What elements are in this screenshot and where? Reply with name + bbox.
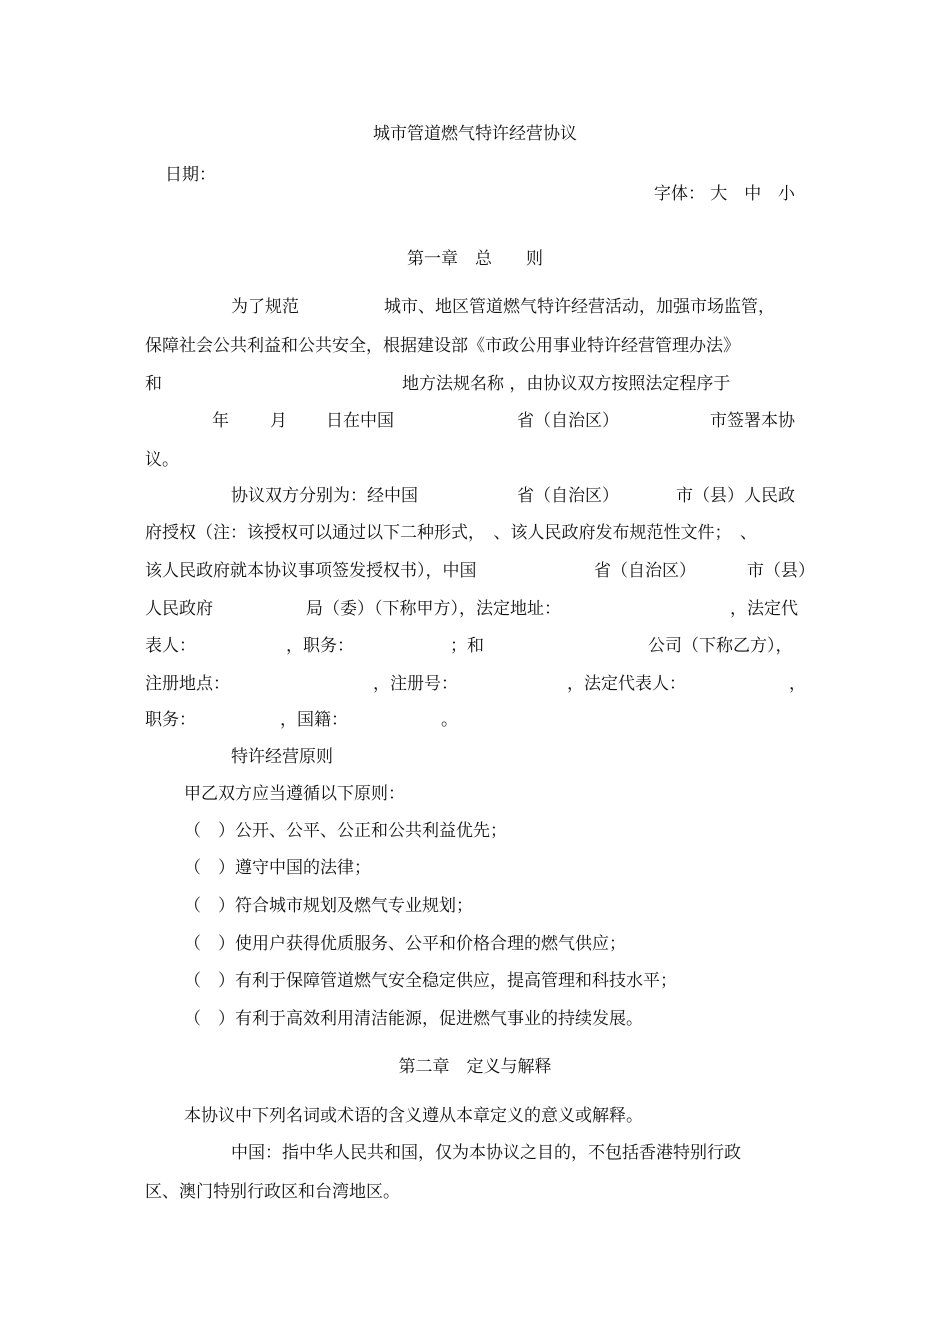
text-line: 省（自治区） [594,561,696,581]
text-line: 市（县）人民政 [676,486,795,506]
text-line: 省（自治区） [517,486,619,506]
text-line: ，职务： [286,636,354,656]
text-line: 保障社会公共利益和公共安全，根据建设部《市政公用事业特许经营管理办法》 [145,336,740,356]
text-line: 和 [145,374,162,394]
font-size-label: 字体： [654,184,705,204]
text-line: 局（委）（下称甲方），法定地址： [306,599,561,619]
text-line: 地方法规名称 ，由协议双方按照法定程序于 [402,374,731,394]
list-item: （ ）使用户获得优质服务、公平和价格合理的燃气供应； [184,934,626,954]
font-size-small-link[interactable]: 小 [778,184,796,204]
text-line: 市签署本协 [710,411,795,431]
text-line: ，注册号： [373,674,458,694]
list-item: （ ）有利于高效利用清洁能源，促进燃气事业的持续发展。 [184,1009,643,1029]
text-line: ， [789,674,806,694]
text-line: 议。 [145,450,179,470]
font-size-selector [654,184,795,204]
font-size-medium-link[interactable]: 中 [744,184,762,204]
text-line: 。 [441,710,458,730]
text-line: 为了规范 [231,297,299,317]
text-line: 省（自治区） [517,411,619,431]
text-line: ，法定代 [730,599,798,619]
definition-china-line2: 区、澳门特别行政区和台湾地区。 [145,1182,400,1202]
text-line: 表人： [145,636,196,656]
chapter2-intro: 本协议中下列名词或术语的含义遵从本章定义的意义或解释。 [184,1106,643,1126]
text-line: ，法定代表人： [567,674,686,694]
list-item: （ ）遵守中国的法律； [184,858,371,878]
text-line: ；和 [450,636,484,656]
principles-heading: 特许经营原则 [231,747,333,767]
text-line: 年 [212,411,229,431]
list-item: （ ）有利于保障管道燃气安全稳定供应，提高管理和科技水平； [184,971,677,991]
text-line: 府授权（注：该授权可以通过以下二种形式， 、该人民政府发布规范性文件； 、 [145,523,757,543]
date-label: 日期： [165,165,216,185]
text-line: 市（县） [747,561,815,581]
definition-china-line1: 中国：指中华人民共和国，仅为本协议之目的，不包括香港特别行政 [231,1143,741,1163]
list-item: （ ）符合城市规划及燃气专业规划； [184,896,473,916]
text-line: 职务： [145,710,196,730]
page-title: 城市管道燃气特许经营协议 [373,124,577,144]
list-item: （ ）公开、公平、公正和公共利益优先； [184,821,507,841]
text-line: ，国籍： [280,710,348,730]
text-line: 月 [270,411,287,431]
text-line: 城市、地区管道燃气特许经营活动，加强市场监管， [384,297,775,317]
principles-intro: 甲乙双方应当遵循以下原则： [184,784,405,804]
text-line: 该人民政府就本协议事项签发授权书），中国 [145,561,477,581]
font-size-large-link[interactable]: 大 [710,184,728,204]
text-line: 公司（下称乙方）， [648,636,793,656]
chapter1-heading: 第一章 总 则 [407,249,543,269]
text-line: 注册地点： [145,674,230,694]
chapter2-heading: 第二章 定义与解释 [398,1057,552,1077]
text-line: 协议双方分别为：经中国 [231,486,418,506]
text-line: 日在中国 [326,411,394,431]
text-line: 人民政府 [145,599,213,619]
